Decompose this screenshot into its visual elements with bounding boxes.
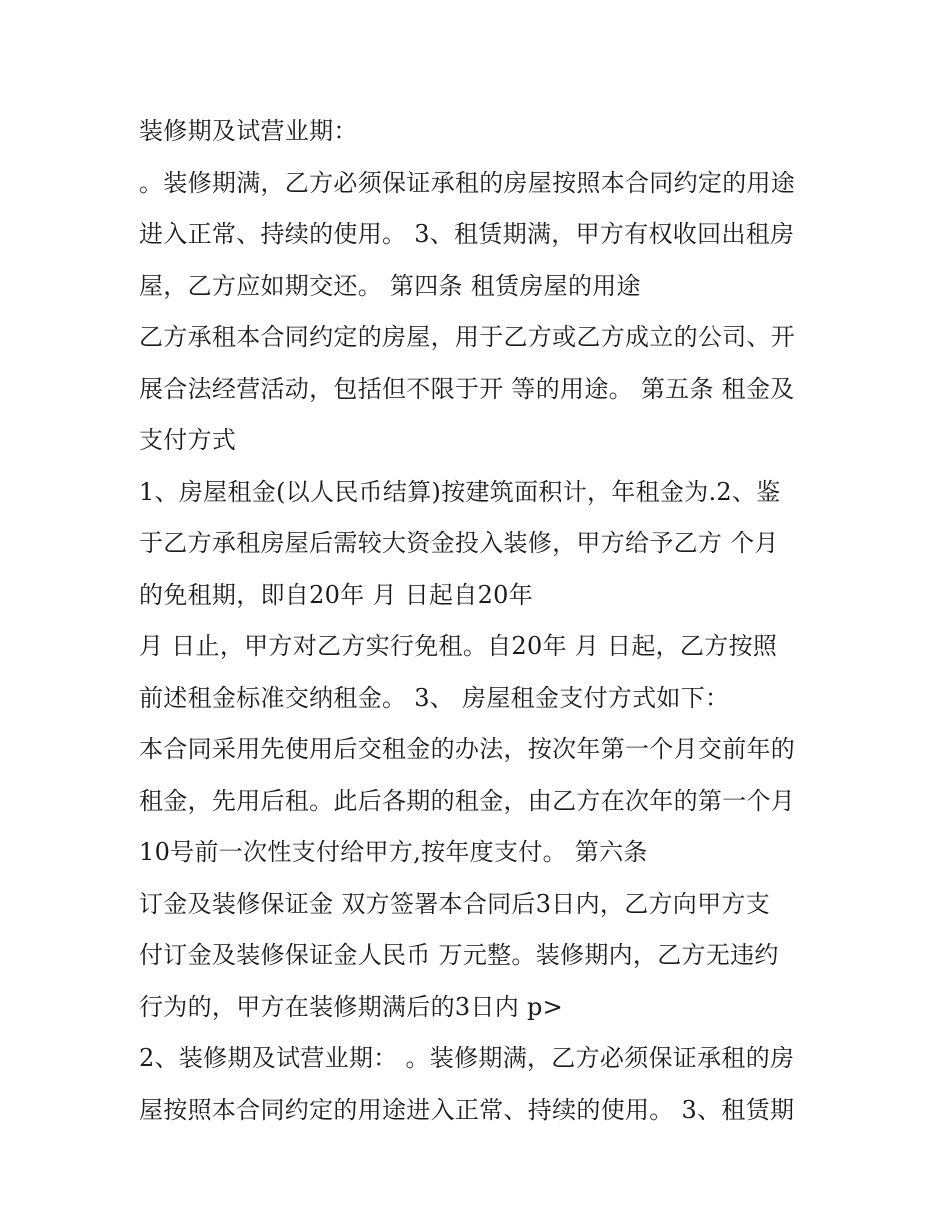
text-line: 进入正常、持续的使用。 3、租赁期满，甲方有权收回出租房	[139, 220, 795, 248]
text-line: 10号前一次性支付给甲方,按年度支付。 第六条	[139, 838, 648, 866]
text-line: 订金及装修保证金 双方签署本合同后3日内，乙方向甲方支	[139, 889, 770, 918]
text-line: 屋按照本合同约定的用途进入正常、持续的使用。 3、租赁期	[139, 1095, 795, 1124]
text-line: 于乙方承租房屋后需较大资金投入装修，甲方给予乙方 个月	[139, 529, 779, 557]
text-line: 装修期及试营业期：	[139, 117, 358, 145]
text-line: 。装修期满，乙方必须保证承租的房屋按照本合同约定的用途	[139, 168, 796, 197]
text-line: 支付方式	[139, 426, 237, 454]
contract-text	[139, 111, 829, 1141]
text-line: 展合法经营活动，包括但不限于开 等的用途。 第五条 租金及	[139, 374, 795, 403]
text-line: 前述租金标准交纳租金。 3、 房屋租金支付方式如下：	[139, 683, 730, 712]
text-line: 月 日止，甲方对乙方实行免租。自20年 月 日起，乙方按照	[139, 632, 778, 660]
text-line: 屋，乙方应如期交还。 第四条 租赁房屋的用途	[139, 271, 641, 300]
text-line: 乙方承租本合同约定的房屋，用于乙方或乙方成立的公司、开	[139, 323, 796, 351]
text-line: 本合同采用先使用后交租金的办法，按次年第一个月交前年的	[139, 735, 796, 763]
text-line: 1、房屋租金(以人民币结算)按建筑面积计，年租金为.2、鉴	[139, 477, 781, 506]
text-line: 租金，先用后租。此后各期的租金，由乙方在次年的第一个月	[139, 786, 796, 815]
text-line: 的免租期，即自20年 月 日起自20年	[139, 580, 534, 609]
text-line: 行为的，甲方在装修期满后的3日内 p>	[139, 992, 564, 1021]
text-line: 2、装修期及试营业期： 。装修期满，乙方必须保证承租的房	[139, 1044, 795, 1072]
text-line: 付订金及装修保证金人民币 万元整。装修期内，乙方无违约	[139, 941, 779, 969]
